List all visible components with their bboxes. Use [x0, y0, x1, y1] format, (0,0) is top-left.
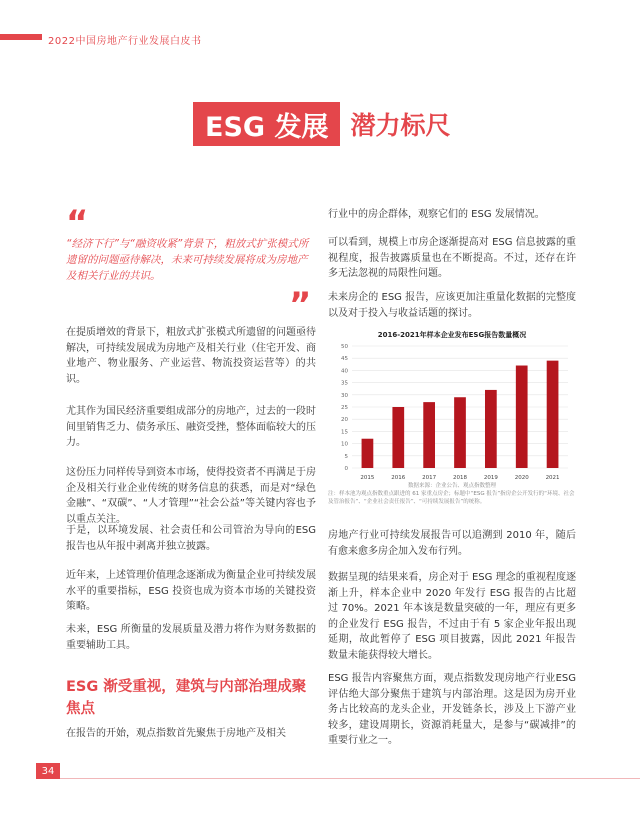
chart-source: 数据来源：企业公告、观点指数整理 — [407, 483, 496, 489]
left-paragraph-2: 尤其作为国民经济重要组成部分的房地产，过去的一段时间里销售乏力、债务承压、融资受挫，整体面临较大的压力。 — [66, 406, 316, 448]
quote-close-icon: ” — [289, 285, 312, 325]
right-paragraph-5: ESG 报告内容聚焦方面，观点指数发现房地产行业ESG 评估绝大部分聚焦于建筑与内部治理。这是因为房开业务占比较高的龙头企业，开发链条长，涉及上下游产业较多，建设周期长，资源消耗量大，是参与“碳减排”的重要行业之一。 — [328, 673, 576, 746]
page-number: 34 — [36, 763, 60, 779]
x-tick-label: 2017 — [422, 475, 437, 481]
chart-title: 2016-2021年样本企业发布ESG报告数量概况 — [377, 331, 527, 339]
bar-2017 — [423, 402, 435, 468]
pull-quote: “经济下行”与“融资收紧”背景下，粗放式扩张模式所遗留的问题亟待解决，未来可持续发展将成为房地产及相关行业的共识。 — [66, 238, 309, 282]
bar-2019 — [485, 390, 497, 468]
left-paragraph-6: 未来，ESG 所衡量的发展质量及潜力将作为财务数据的重要辅助工具。 — [66, 624, 316, 651]
footer-divider — [60, 778, 640, 779]
left-paragraph-3: 这份压力同样传导到资本市场，使得投资者不再满足于房企及相关行业企业传统的财务信息的获悉，而是对“绿色金融”、“双碳”、“人才管理”“社会公益”等关键内容也予以重点关注。 — [66, 467, 316, 525]
quote-open-icon: “ — [66, 203, 89, 243]
bar-2020 — [516, 366, 528, 468]
y-tick-label: 15 — [341, 429, 348, 436]
bar-2018 — [454, 397, 466, 468]
y-tick-label: 40 — [341, 368, 348, 375]
left-paragraph-4: 于是，以环境发展、社会责任和公司管治为导向的ESG 报告也从年报中剥离并独立披露。 — [66, 525, 316, 552]
page-title-highlight: ESG 发展 — [193, 102, 340, 146]
header-accent-bar — [0, 34, 42, 40]
right-paragraph-2: 未来房企的 ESG 报告，应该更加注重量化数据的完整度以及对于投入与收益话题的探讨。 — [328, 292, 576, 319]
bar-2021 — [547, 361, 559, 468]
right-paragraph-4: 数据呈现的结果来看，房企对于 ESG 理念的重视程度逐渐上升，样本企业中 2020 年发行 ESG 报告的占比超过 70%。2021 年本该是数量突破的一年，理应有更多的企业发行 ESG 报告，不过由于有 5 家企业年报出现延期，故此暂停了 ESG 项目披露，因此 2021 年报告数量未能获得较大增长。 — [328, 572, 576, 661]
x-tick-label: 2018 — [453, 475, 467, 481]
page-title — [193, 102, 450, 146]
bar-2016 — [392, 407, 404, 468]
x-tick-label: 2015 — [360, 475, 375, 481]
y-tick-label: 20 — [341, 417, 348, 424]
x-tick-label: 2020 — [514, 475, 529, 481]
y-tick-label: 10 — [341, 441, 348, 448]
left-paragraph-7: 在报告的开始，观点指数首先聚焦于房地产及相关 — [66, 728, 286, 739]
esg-report-chart — [328, 330, 576, 510]
y-tick-label: 0 — [344, 466, 348, 472]
x-tick-label: 2016 — [391, 475, 406, 481]
y-tick-label: 25 — [341, 405, 348, 411]
bar-2015 — [362, 439, 374, 468]
right-paragraph-1: 可以看到，规模上市房企逐渐提高对 ESG 信息披露的重视程度，报告披露质量也在不断提高。不过，还存在许多无法忽视的局限性问题。 — [328, 237, 576, 279]
y-tick-label: 50 — [341, 344, 348, 350]
y-tick-label: 45 — [341, 356, 348, 363]
chart-notes — [328, 482, 576, 506]
x-tick-label: 2021 — [545, 475, 560, 481]
y-tick-label: 30 — [341, 392, 348, 399]
chart-plot — [328, 340, 576, 490]
page-title-rest: 潜力标尺 — [350, 111, 451, 140]
header-title: 2022中国房地产行业发展白皮书 — [48, 36, 202, 47]
right-paragraph-3: 房地产行业可持续发展报告可以追溯到 2010 年，随后有愈来愈多房企加入发布行列。 — [328, 530, 576, 557]
y-tick-label: 35 — [341, 380, 348, 387]
section-heading: ESG 渐受重视，建筑与内部治理成聚焦点 — [66, 679, 307, 717]
x-tick-label: 2019 — [483, 475, 498, 481]
y-tick-label: 5 — [344, 453, 348, 460]
chart-footnote: 注：样本池为观点指数重点跟进的 61 家重点房企；标题中“ESG 报告”指房企公开发行的“环境、社会及管治报告”、“企业社会责任报告”、“可持续发展报告”的统称。 — [328, 491, 575, 505]
left-paragraph-5: 近年来，上述管理价值理念逐渐成为衡量企业可持续发展水平的重要指标，ESG 投资也成为资本市场的关键投资策略。 — [66, 570, 316, 612]
right-paragraph-0: 行业中的房企群体，观察它们的 ESG 发展情况。 — [328, 209, 545, 220]
left-paragraph-1: 在提质增效的背景下，粗放式扩张模式所遗留的问题亟待解决，可持续发展成为房地产及相关行业（住宅开发、商业地产、物业服务、产业运营、物流投资运营等）的共识。 — [66, 327, 316, 385]
